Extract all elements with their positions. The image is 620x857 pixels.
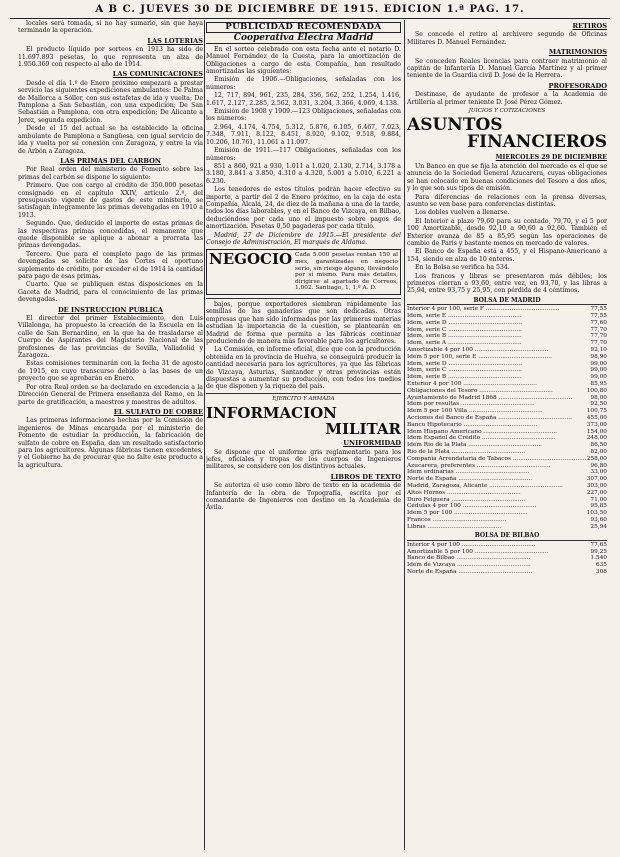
intro-paragraph: locales será tomada, si no hay sumario, sin que haya terminado la operación. [18, 20, 203, 35]
instruccion-paragraph: Por otra Real orden se ha declarado en excedencia a la Dirección General de Primera enseñanza del Ramo, en la parte de gratificación, a maestros y maestras de adultos. [18, 383, 203, 406]
security-name: Idem, serie C ........................................ [407, 367, 522, 374]
table-row [407, 569, 607, 576]
column-right [407, 20, 607, 850]
security-price: 77,70 [590, 326, 607, 333]
security-name: Idem, serie D ........................................ [407, 319, 523, 326]
coop-paragraph: Los tenedores de estos títulos podrán hacer efectivo su importe, a partir del 2 de Enero próximo, en la caja de esta Compañía, Alcalá, 24, de diez de la mañana a una de la tarde, todos los días laborables, y en el Banco de Vizcaya, en Bilbao, deduciéndose por cada uno el impuesto sobre pagos de amortización. Pesetas 0,50 pagaderas por cada título. [206, 186, 401, 231]
table-row [407, 313, 607, 320]
table-row [407, 517, 607, 524]
security-price: 95,85 [590, 503, 607, 510]
profesorado-paragraph: Destinase, de ayudante de profesor a la Academia de Artillería al primer teniente D. José Pérez Gómez. [407, 91, 607, 106]
carbon-paragraph: Cuarto. Que se publiquen estas disposiciones en la Gaceta de Madrid, para el conocimiento de las primas devengadas. [18, 281, 203, 304]
libros-paragraph: Se autoriza el uso como libro de texto en la academia de Infantería de la obra de Topografía, escrita por el comandante de Ingenieros con destino en la Academia de Ávila. [206, 482, 401, 512]
security-price: 635 [595, 562, 607, 569]
security-name: Idem, serie B ........................................ [407, 333, 522, 340]
table-row [407, 510, 607, 517]
militar-heading: MILITAR [325, 420, 401, 439]
table-row [407, 327, 607, 334]
security-price: 103,50 [586, 510, 607, 517]
financieros-heading: FINANCIEROS [467, 132, 607, 153]
financial-paragraph: El Banco de España está a 455, y el Hispano-Americano a 154, siendo en alza de 10 enteros. [407, 248, 607, 263]
table-row [407, 333, 607, 340]
table-row [407, 306, 607, 313]
security-price: 86,50 [590, 442, 607, 449]
security-name: Acciones del Banco de España ........................................ [407, 414, 572, 421]
security-name: Norte de España ........................................ [407, 569, 533, 576]
security-price: 248,00 [586, 435, 607, 442]
divider [206, 393, 401, 394]
table-row [407, 463, 607, 470]
security-name: Obligaciones del Tesoro ........................................ [407, 387, 553, 394]
table-row [407, 555, 607, 562]
security-price: 77,55 [590, 312, 607, 319]
juicios-label: JUICIOS Y COTIZACIONES [468, 108, 546, 115]
security-price: 99,00 [590, 367, 607, 374]
table-row [407, 395, 607, 402]
carbon-paragraph: Tercero. Que para el completo pago de las primas devengadas se solicite de las Cortes el oportuno suplemento de crédito, por exceder el de 1914 la cantidad para pago de esas primas. [18, 250, 203, 280]
security-name: Madrid, Zaragoza, Alicante ........................................ [407, 482, 563, 489]
table-row [407, 542, 607, 549]
security-name: Amortizable 5 por 100 ........................................ [407, 548, 549, 555]
column-middle [206, 20, 401, 850]
comunicaciones-heading: LAS COMUNICACIONES [112, 70, 203, 79]
security-name: Interior 4 por 100, serie F ........................................ [407, 306, 560, 313]
coop-paragraph: Emisión de 1906.—Obligaciones, señaladas con los números: [206, 76, 401, 91]
negocio-text: Cada 5.000 pesetas rentan 150 al mes, garantizadas en negocio serio, sin riesgo alguno, llevándolo por sí mismo. Para más detalles, dirigirse al apartado de Correos, 1.002. Santiago, 1, 1.º A. D. [295, 252, 398, 292]
table-row [407, 469, 607, 476]
article-paragraph: bajos, porque exportadores siembran rápidamente las semillas de las ganaderías que son dedicadas. Otras empresas que han sido informadas por las primeras materias estudian la importancia de la cuestión, se plantearán en Madrid de forma que permita a las fábricas continuar produciendo de manera más favorable para los agricultores. [206, 300, 401, 345]
carbon-paragraph: Primero. Que con cargo al crédito de 350.000 pesetas consignado en el capítulo XXIV, artículo 2.º, del presupuesto vigente de gastos de este ministerio, se satisfagan íntegramente las primas devengadas en 1910 a 1913. [18, 182, 203, 219]
coop-paragraph: Emisión de 1908 y 1909.—123 Obligaciones, señaladas con los números: [206, 108, 401, 123]
column-left [18, 20, 203, 850]
security-price: 96,80 [590, 462, 607, 469]
table-row [407, 449, 607, 456]
table-row [407, 490, 607, 497]
security-price: 227,00 [586, 489, 607, 496]
retiros-paragraph: Se concede el retiro al archivero segundo de Oficinas Militares D. Manuel Fernández. [407, 31, 607, 46]
coop-signature: Madrid, 27 de Diciembre de 1915.—El presidente del Consejo de Administración, El marqués de Aldama. [206, 231, 401, 246]
security-name: Banco de Bilbao ........................................ [407, 555, 531, 562]
coop-paragraph: Emisión de 1911.—117 Obligaciones, señaladas con los números: [206, 147, 401, 162]
table-row [407, 497, 607, 504]
table-row [407, 320, 607, 327]
table-row [407, 562, 607, 569]
table-row [407, 340, 607, 347]
table-row [407, 524, 607, 531]
table-row [407, 374, 607, 381]
security-price: 77,65 [590, 541, 607, 548]
security-name: Río de la Plata ........................................ [407, 448, 526, 455]
security-name: Idem Río de la Plata ........................................ [407, 442, 543, 449]
uniformidad-paragraph: Se dispone que el uniforme gris reglamentario para los jefes, oficiales y tropas de los cuerpos de Ingenieros militares, se considere con los distintivos actuales. [206, 448, 401, 471]
table-row [407, 422, 607, 429]
financial-paragraph: Para diferencias de relaciones con la prensa diversas, asunto se ven base para conferencias distintas. [407, 193, 607, 208]
security-name: Idem Español de Crédito ........................................ [407, 435, 556, 442]
coop-numbers: 12, 717, 894, 961, 235, 284, 356, 562, 252, 1.254, 1.416, 1.617, 2.127, 2.285, 2.562, 3.031, 3.204, 3.366, 4.069, 4.138. [206, 92, 401, 107]
table-row [407, 381, 607, 388]
instruccion-paragraph: El director del primer Establecimiento, don Luis Villalonga, ha propuesto la creación de la Escuela en la calle de San Bernardino, en la que ha de trasladarse al Cuerpo de Aspirantes del Magisterio Nacional de las profesiones de las provincias de Sevilla, Valladolid y Zaragoza. [18, 315, 203, 360]
security-name: Idem Hispano Americano ........................................ [407, 428, 558, 435]
security-name: Idem 5 por 100 ........................................ [407, 510, 528, 517]
financial-paragraph: El Interior a plazo 79,60 para su contado, 79,70, y el 5 por 100 Amortizable, desde 92,10 a 90,60 a 92,60. También el Exterior avanza de 85 a 85,95 según las operaciones de cambio de Paris y bastante menos en mercado de valores. [407, 217, 607, 247]
loterias-heading: LAS LOTERIAS [147, 36, 203, 45]
security-name: Norte de España ........................................ [407, 476, 533, 483]
negocio-heading: NEGOCIO [209, 250, 293, 269]
cobre-heading: EL SULFATO DE COBRE [113, 407, 203, 416]
profesorado-heading: PROFESORADO [548, 81, 607, 90]
article-paragraph: La Comisión, en informe oficial, dice que con la producción obtenida en la provincia de Huelva, se conseguirá producir la cantidad necesaria para los agricultores, ya que las fábricas de Vizcaya, Asturias, Santander y otras provincias están dispuestas a aumentar su producción, con todos los medios de que disponen y la riqueza del país. [206, 346, 401, 391]
security-name: Banco Hipotecario ........................................ [407, 421, 538, 428]
security-price: 98,00 [590, 394, 607, 401]
security-price: 77,55 [590, 306, 607, 313]
table-row [407, 415, 607, 422]
matrimonios-heading: MATRIMONIOS [548, 48, 607, 57]
security-price: 71,00 [590, 496, 607, 503]
table-row [407, 476, 607, 483]
security-price: 92,50 [590, 401, 607, 408]
security-price: 307,00 [586, 476, 607, 483]
matrimonios-paragraph: Se conceden Reales licencias para contraer matrimonio al capitán de Infantería D. Manuel García Martínez y al primer teniente de la Guardia civil D. José de la Herrera. [407, 57, 607, 80]
table-row [407, 408, 607, 415]
carbon-paragraph: Segundo. Que, deducido el importe de estas primas de las respectivas primas concedidas, el remanente que quede disponible se aplique a abonar a prorrata las primas devengadas. [18, 220, 203, 250]
table-row [407, 388, 607, 395]
security-name: Idem de Vizcaya ........................................ [407, 562, 531, 569]
table-row [407, 549, 607, 556]
table-row [407, 442, 607, 449]
table-row [407, 503, 607, 510]
security-name: Amortizable 4 por 100 ........................................ [407, 346, 549, 353]
security-name: Idem 5 por 100 Villa ........................................ [407, 408, 543, 415]
security-price: 82,00 [590, 448, 607, 455]
coop-heading: Cooperativa Electra Madrid [206, 35, 401, 43]
page-header: A B C. JUEVES 30 DE DICIEMBRE DE 1915. EDICION 1.ª PAG. 17. [95, 4, 525, 15]
table-row [407, 435, 607, 442]
ejercito-label: EJERCITO Y ARMADA [272, 395, 335, 402]
table-row [407, 456, 607, 463]
security-price: 33,00 [590, 469, 607, 476]
table-row [407, 367, 607, 374]
security-price: 98,90 [590, 353, 607, 360]
security-price: 93,60 [590, 516, 607, 523]
security-price: 308 [595, 569, 607, 576]
negocio-ad [206, 249, 401, 295]
coop-numbers: 851 a 860, 921 a 930, 1.011 a 1.020, 2.130, 2.714, 3.178 a 3.180, 3.841 a 3.850, 4.310 a 4.320, 5.001 a 5.010, 6.221 a 6.230. [206, 162, 401, 185]
security-price: 92,10 [590, 346, 607, 353]
security-price: 1.540 [590, 555, 607, 562]
security-name: Idem por resultas ........................................ [407, 401, 535, 408]
cobre-paragraph: Las primeras informaciones hechas por la Comisión de ingenieros de Minas encargada por el ministerio de Fomento de estudiar la producción, la fabricación de sulfato de cobre en España, dan un resultado satisfactorio para los agricultores. Algunas fábricas tienen excedentes, y el Gobierno ha de procurar que no falte este producto a la agricultura. [18, 417, 203, 469]
security-price: 99,25 [590, 548, 607, 555]
security-name: Idem ordinarias ........................................ [407, 469, 530, 476]
security-price: 77,70 [590, 333, 607, 340]
instruccion-paragraph: Estas comisiones terminarán con la fecha 31 de agosto de 1915, en cuyo transcurso debido a las bases de un proyecto que se aprobarán en Enero. [18, 360, 203, 383]
loterias-paragraph: El producto líquido por sorteos en 1913 ha sido de 11.697.893 pesetas, lo que representa un alza de 1.950.369 con respecto al año de 1914. [18, 46, 203, 69]
financial-paragraph: En la Bolsa se verifica ha 534. [415, 264, 510, 272]
security-price: 455,00 [586, 414, 607, 421]
table-row [407, 429, 607, 436]
security-name: Idem, serie C ........................................ [407, 326, 522, 333]
comunicaciones-paragraph: Desde el día 1.º de Enero próximo empezará a prestar servicio las siguientes expediciones ambulantes: De Palma de Mallorca a Sóller, con sus estafetas de ida y vuelta; De Pamplona a San Sebastián, con una expedición; De San Sebastián a Pamplona, con otra expedición; De Alicante a Jerez, segunda expedición. [18, 79, 203, 124]
column-divider [204, 20, 205, 850]
security-price: 258,00 [586, 455, 607, 462]
security-name: Azucarera, preferentes ........................................ [407, 462, 551, 469]
security-name: Compañía Arrendataria de Tabacos ........................................ [407, 455, 587, 462]
fecha-heading: MIERCOLES 29 DE DICIEMBRE [495, 154, 607, 162]
security-price: 77,70 [590, 340, 607, 347]
uniformidad-heading: UNIFORMIDAD [343, 439, 401, 448]
security-price: 100,80 [586, 387, 607, 394]
security-name: Idem, serie E ........................................ [407, 312, 522, 319]
coop-numbers: 2.964, 4.174, 4.754, 5.312, 5.876, 6.105, 6.467, 7.023, 7.348, 7.911, 8.122, 8.451, 8.920, 9.102, 9.518, 9.884, 10.206, 10.761, 11.061 a 11.097. [206, 123, 401, 146]
security-name: Exterior 4 por 100 ........................................ [407, 380, 537, 387]
coop-paragraph: En el sorteo celebrado con esta fecha ante el notario D. Manuel Fernández de la Cuesta, para la amortización de Obligaciones a cargo de esta Compañía, han resultado amortizadas las siguientes: [206, 45, 401, 76]
comunicaciones-paragraph: Desde el 15 del actual se ha establecido la oficina ambulante de Pamplona a Sangüesa, con igual servicio de ida y vuelta por su conexión con Zaragoza, y entre la vía de Arbón a Zaragoza. [18, 125, 203, 155]
security-price: 99,00 [590, 360, 607, 367]
bolsa-madrid-heading: BOLSA DE MADRID [407, 297, 607, 305]
security-name: Cédulas 4 por 100 ........................................ [407, 503, 537, 510]
instruccion-heading: DE INSTRUCCION PUBLICA [57, 305, 164, 314]
bolsa-madrid-table [407, 306, 607, 530]
security-price: 85,95 [590, 380, 607, 387]
security-name: Altos Hornos ........................................ [407, 489, 521, 496]
security-price: 100,75 [586, 408, 607, 415]
table-row [407, 347, 607, 354]
security-price: 25,94 [590, 523, 607, 530]
table-row [407, 401, 607, 408]
bolsa-bilbao-table [407, 542, 607, 576]
column-divider [404, 20, 405, 850]
asuntos-heading: ASUNTOS [407, 115, 503, 136]
financial-paragraph: Un Banco en que se fija la atención del mercado es el que se anuncia de la Sociedad General Azucarera, cuyas obligaciones se han colocado en buenas condiciones del Tesoro a dos años, y lo que son sus tipos de emisión. [407, 162, 607, 193]
security-name: Francos ........................................ [407, 516, 507, 523]
security-name: Idem, serie D ........................................ [407, 360, 523, 367]
security-name: Idem 5 por 100, serie E ........................................ [407, 353, 552, 360]
security-name: Libras ........................................ [407, 523, 502, 530]
divider [206, 298, 401, 299]
carbon-paragraph: Por Real orden del ministerio de Fomento sobre las primas del carbón se dispone lo siguiente: [18, 166, 203, 181]
security-price: 373,00 [586, 421, 607, 428]
security-name: Idem, serie B ........................................ [407, 374, 522, 381]
header-rule [10, 18, 610, 19]
security-price: 303,00 [586, 482, 607, 489]
libros-heading: LIBROS DE TEXTO [330, 472, 401, 481]
security-name: Ayuntamiento de Madrid 1868 ........................................ [407, 394, 573, 401]
table-row [407, 483, 607, 490]
ad-section-heading: PUBLICIDAD RECOMENDADA [206, 22, 401, 33]
security-price: 77,60 [590, 319, 607, 326]
security-name: Interior 4 por 100 ........................................ [407, 541, 536, 548]
financial-paragraph: Los dobles vuelven a llenarse. [415, 209, 510, 217]
security-name: Duro Felguera ........................................ [407, 496, 526, 503]
security-price: 99,00 [590, 374, 607, 381]
bolsa-bilbao-heading: BOLSA DE BILBAO [407, 532, 607, 540]
financial-paragraph: Los francos y libras se presentaron más débiles; los primeros cierran a 93,60, entre vez, en 93,70, y las libras a 25,94, entre 93,75 y 25,95, con pérdida de 4 céntimos. [407, 272, 607, 295]
retiros-heading: RETIROS [572, 22, 607, 30]
security-name: Idem, serie A ........................................ [407, 340, 522, 347]
informacion-heading: INFORMACION [206, 404, 337, 423]
table-row [407, 354, 607, 361]
security-price: 154,00 [586, 428, 607, 435]
carbon-heading: LAS PRIMAS DEL CARBON [60, 156, 161, 165]
table-row [407, 361, 607, 368]
